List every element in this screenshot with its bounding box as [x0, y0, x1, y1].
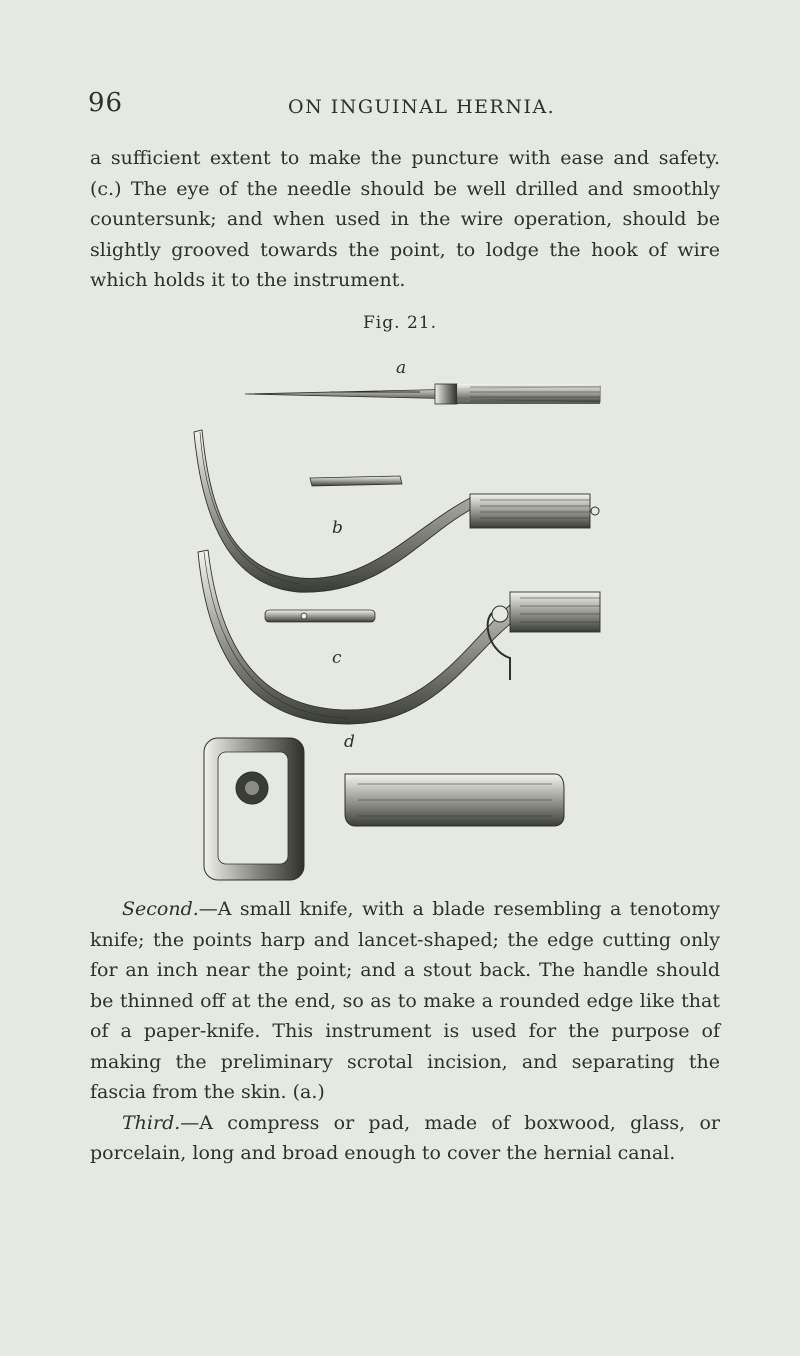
paragraphs-second-third [90, 894, 720, 1169]
page-number: 96 [88, 88, 124, 118]
instrument-a-needle [245, 384, 600, 404]
page-header [88, 88, 718, 128]
paragraph-third [90, 1108, 720, 1169]
third-lead: Third. [122, 1111, 181, 1134]
label-d: d [344, 732, 355, 752]
running-title: ON INGUINAL HERNIA. [288, 96, 556, 118]
second-lead: Second. [122, 898, 199, 920]
paragraph-second [90, 894, 720, 1108]
figure-caption: Fig. 21. [363, 313, 437, 333]
paragraph-needle-text: a sufficient extent to make the puncture with ease and safety. (c.) The eye of the needle should be well drilled and smoothly countersunk; and when used in the wire operation, should be slightly grooved towards the point, to lodge the hook of wire which holds it to the instrument. [90, 147, 720, 291]
paragraph-needle [90, 143, 720, 296]
third-text: —A compress or pad, made of boxwood, glass, or porcelain, long and broad enough to cover the hernial canal. [90, 1111, 720, 1164]
label-a: a [396, 358, 407, 378]
second-text: —A small knife, with a blade resembling a tenotomy knife; the points harp and lancet-shaped; the edge cutting only for an inch near the point; and a stout back. The handle should be thinned off at the end, so as to make a rounded edge like that of a paper-knife. This instrument is used for the purpose of making the preliminary scrotal incision, and separating the fascia from the skin. (a.) [90, 898, 720, 1103]
label-b: b [332, 518, 343, 538]
instruments-illustration [180, 370, 620, 890]
instrument-b-curved-needle [194, 430, 599, 592]
label-c: c [332, 648, 342, 668]
instrument-d-compress-pad [204, 738, 564, 880]
figure-21-instruments [180, 358, 620, 890]
